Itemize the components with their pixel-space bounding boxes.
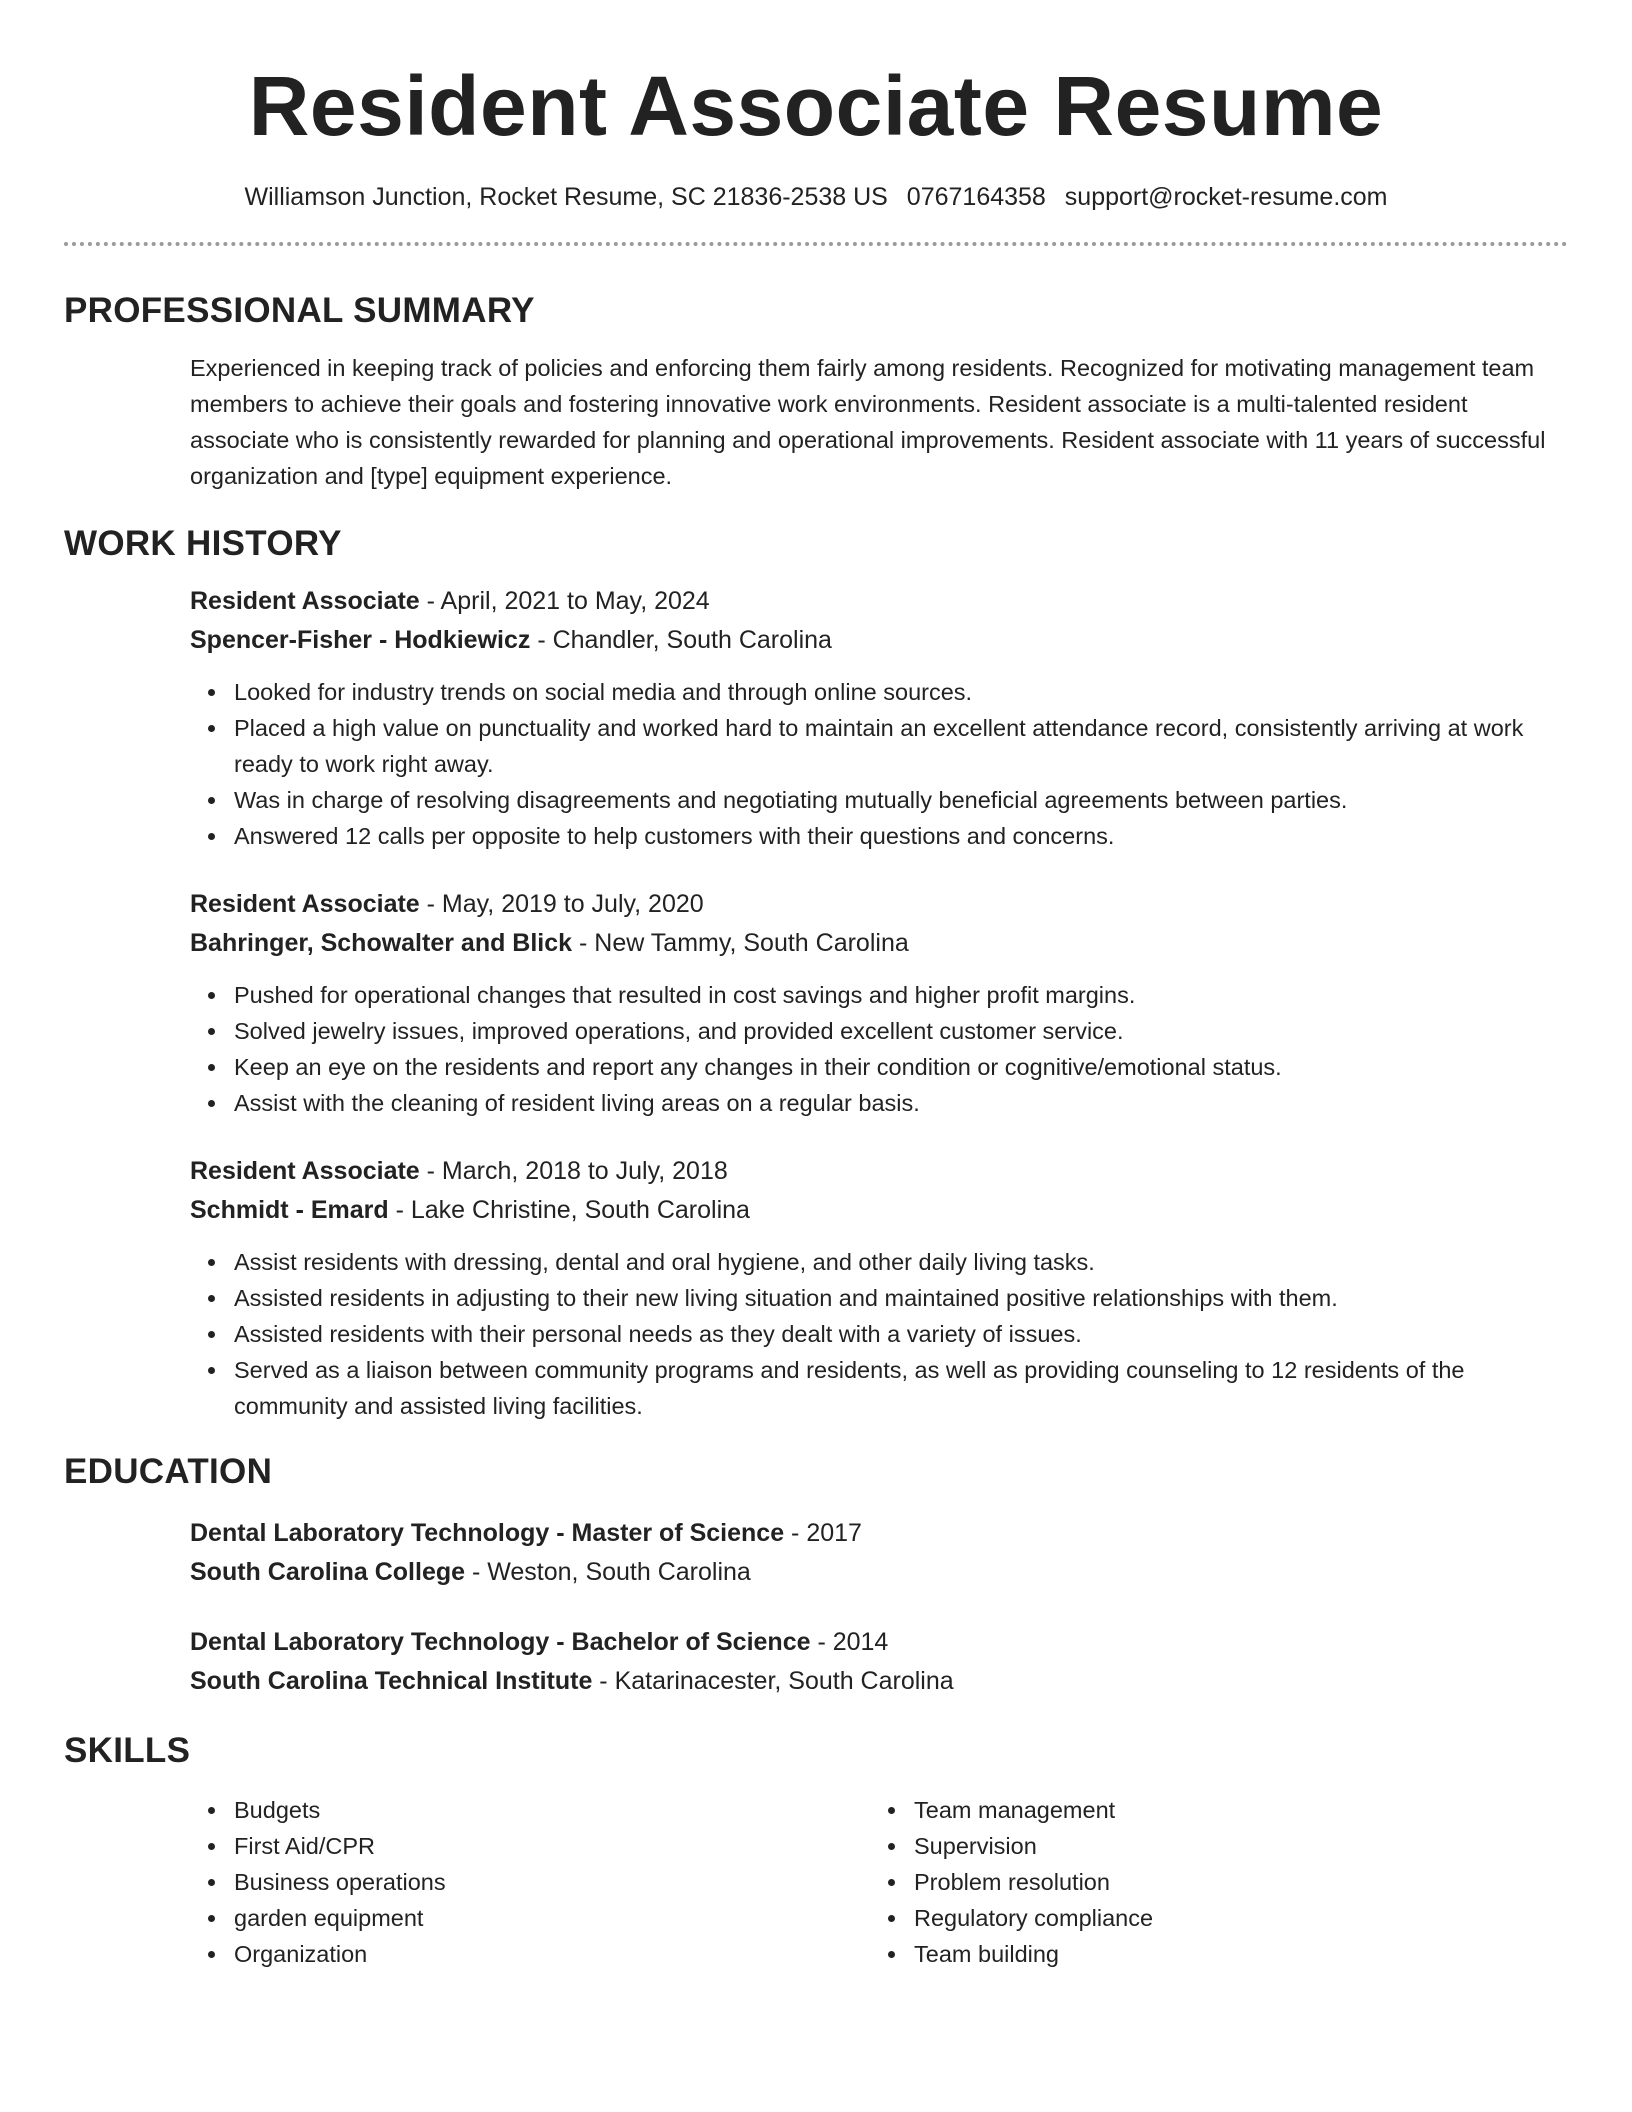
list-item: Budgets	[234, 1792, 870, 1828]
list-item: Keep an eye on the residents and report any changes in their condition or cognitive/emotional status.	[234, 1049, 1568, 1085]
job-location: - Lake Christine, South Carolina	[388, 1196, 750, 1224]
job-title-line	[190, 1152, 1568, 1191]
summary-heading: PROFESSIONAL SUMMARY	[64, 291, 535, 330]
school: South Carolina Technical Institute	[190, 1667, 593, 1695]
job-bullets	[190, 1244, 1568, 1424]
contact-address: Williamson Junction, Rocket Resume, SC 21836-2538 US	[244, 183, 888, 211]
job-dates: - May, 2019 to July, 2020	[419, 890, 704, 918]
job-title-line	[190, 582, 1568, 621]
degree-line	[190, 1623, 1568, 1662]
degree-year: - 2014	[810, 1628, 889, 1656]
contact-line	[64, 180, 1568, 214]
summary-section	[64, 350, 1568, 494]
contact-email[interactable]: support@rocket-resume.com	[1064, 183, 1388, 211]
list-item: Assisted residents with their personal needs as they dealt with a variety of issues.	[234, 1316, 1568, 1352]
job-company: Bahringer, Schowalter and Blick	[190, 929, 573, 957]
list-item: Answered 12 calls per opposite to help customers with their questions and concerns.	[234, 818, 1568, 854]
job-dates: - April, 2021 to May, 2024	[419, 587, 710, 615]
work-history-heading: WORK HISTORY	[64, 524, 342, 563]
list-item: Served as a liaison between community programs and residents, as well as providing counseling to 12 residents of the community and assisted living facilities.	[234, 1352, 1568, 1424]
skills-section	[64, 1792, 1568, 1972]
list-item: Looked for industry trends on social media and through online sources.	[234, 674, 1568, 710]
list-item: Business operations	[234, 1864, 870, 1900]
job-company: Spencer-Fisher - Hodkiewicz	[190, 626, 531, 654]
education-section	[64, 1514, 1568, 1701]
job-entry	[190, 885, 1568, 1121]
education-heading: EDUCATION	[64, 1452, 273, 1491]
skills-column-left	[190, 1792, 870, 1972]
list-item: Organization	[234, 1936, 870, 1972]
school-line	[190, 1553, 1568, 1592]
job-company-line	[190, 924, 1568, 963]
skills-column-right	[870, 1792, 1550, 1972]
job-title: Resident Associate	[190, 587, 420, 615]
job-bullets	[190, 977, 1568, 1121]
job-location: - Chandler, South Carolina	[530, 626, 832, 654]
education-entry	[190, 1514, 1568, 1592]
header-divider	[64, 242, 1568, 246]
skills-list-right	[870, 1792, 1550, 1972]
skills-list-left	[190, 1792, 870, 1972]
job-company-line	[190, 1191, 1568, 1230]
list-item: First Aid/CPR	[234, 1828, 870, 1864]
list-item: Was in charge of resolving disagreements and negotiating mutually beneficial agreements between parties.	[234, 782, 1568, 818]
list-item: Solved jewelry issues, improved operations, and provided excellent customer service.	[234, 1013, 1568, 1049]
list-item: Assist residents with dressing, dental and oral hygiene, and other daily living tasks.	[234, 1244, 1568, 1280]
summary-text: Experienced in keeping track of policies and enforcing them fairly among residents. Recognized for motivating management team members to achieve their goals and fostering innovative work environments. Resident associate is a multi-talented resident associate who is consistently rewarded for planning and operational improvements. Resident associate with 11 years of successful organization and [type] equipment experience.	[190, 355, 1546, 489]
job-title: Resident Associate	[190, 890, 420, 918]
list-item: Assist with the cleaning of resident living areas on a regular basis.	[234, 1085, 1568, 1121]
job-location: - New Tammy, South Carolina	[572, 929, 909, 957]
list-item: garden equipment	[234, 1900, 870, 1936]
skills-heading: SKILLS	[64, 1731, 191, 1770]
list-item: Team management	[914, 1792, 1550, 1828]
skills-grid	[190, 1792, 1604, 1972]
list-item: Team building	[914, 1936, 1550, 1972]
job-dates: - March, 2018 to July, 2018	[419, 1157, 728, 1185]
job-entry	[190, 582, 1568, 854]
job-title-line	[190, 885, 1568, 924]
list-item: Placed a high value on punctuality and worked hard to maintain an excellent attendance record, consistently arriving at work ready to work right away.	[234, 710, 1568, 782]
degree-year: - 2017	[784, 1519, 862, 1547]
list-item: Regulatory compliance	[914, 1900, 1550, 1936]
list-item: Supervision	[914, 1828, 1550, 1864]
contact-phone: 0767164358	[906, 183, 1046, 211]
list-item: Assisted residents in adjusting to their new living situation and maintained positive relationships with them.	[234, 1280, 1568, 1316]
education-entry	[190, 1623, 1568, 1701]
resume-title: Resident Associate Resume	[248, 59, 1384, 153]
school: South Carolina College	[190, 1558, 466, 1586]
degree-line	[190, 1514, 1568, 1553]
school-location: - Weston, South Carolina	[465, 1558, 751, 1586]
job-company-line	[190, 621, 1568, 660]
school-location: - Katarinacester, South Carolina	[592, 1667, 954, 1695]
list-item: Problem resolution	[914, 1864, 1550, 1900]
degree: Dental Laboratory Technology - Master of Science	[190, 1519, 785, 1547]
job-title: Resident Associate	[190, 1157, 420, 1185]
degree: Dental Laboratory Technology - Bachelor of Science	[190, 1628, 811, 1656]
job-bullets	[190, 674, 1568, 854]
list-item: Pushed for operational changes that resulted in cost savings and higher profit margins.	[234, 977, 1568, 1013]
school-line	[190, 1662, 1568, 1701]
job-entry	[190, 1152, 1568, 1424]
job-company: Schmidt - Emard	[190, 1196, 389, 1224]
work-history-section	[64, 582, 1568, 1424]
